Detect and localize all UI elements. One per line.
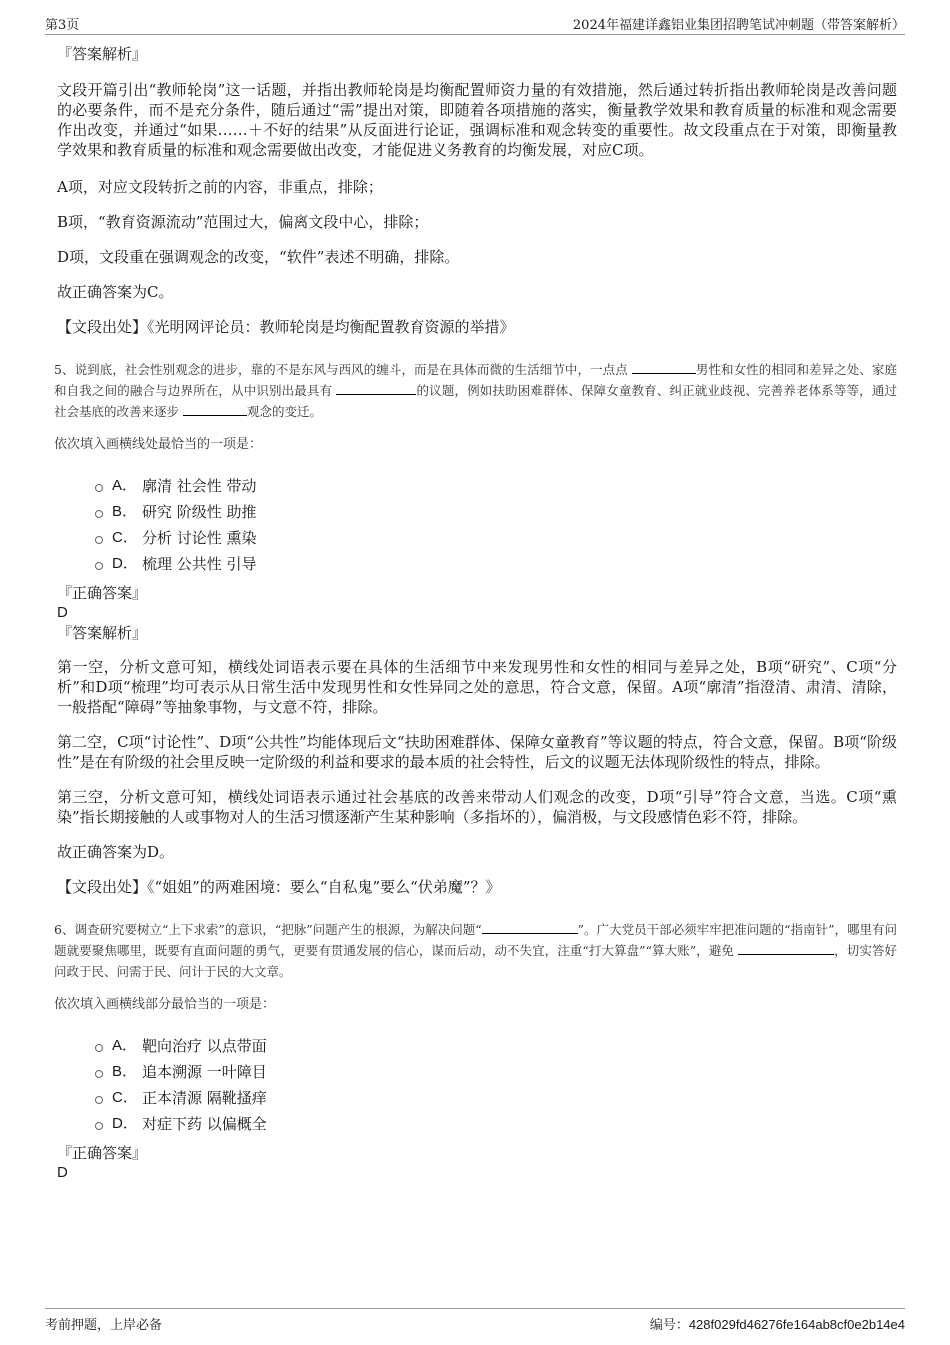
document-code [650,1314,905,1333]
option-text: 追本溯源 一叶障目 [142,1063,267,1081]
correct-answer-label: 『正确答案』 [57,1144,148,1162]
option-letter: A． [112,477,138,494]
option-text: 靶向治疗 以点带面 [142,1037,267,1055]
main-content [54,44,897,1183]
radio-button[interactable] [95,562,103,570]
page-footer [45,1308,905,1333]
option-c[interactable] [95,1085,897,1111]
option-b[interactable] [95,1059,897,1085]
document-title: 2024年福建详鑫铝业集团招聘笔试冲刺题（带答案解析） [572,18,905,33]
analysis-paragraph: 文段开篇引出“教师轮岗”这一话题，并指出教师轮岗是均衡配置师资力量的有效措施，然后通过转折指出教师轮岗是改善问题的必要条件，而不是充分条件，随后通过“需”提出对策，即随着各项措施的落实，衡量教学效果和教育质量的标准和观念需要作出改变，并通过“如果……＋不好的结果”从反面进行论证，强调标准和观念转变的重要性。故文段重点在于对策，即衡量教学效果和教育质量的标准和观念需要做出改变，才能促进义务教育的均衡发展，对应C项。 [57,81,897,159]
question-6 [54,919,897,1183]
fill-blank [183,403,247,416]
option-text: 梳理 公共性 引导 [142,555,257,573]
analysis-paragraph: 第一空，分析文意可知，横线处词语表示要在具体的生活细节中来发现男性和女性的相同与差异之处，B项“研究”、C项“分析”和D项“梳理”均可表示从日常生活中发现男性和女性异同之处的意思，符合文意，保留。A项“廓清”指澄清、肃清、清除，一般搭配“障碍”等抽象事物，与文意不符，排除。 [57,658,897,716]
code-value: 428f029fd46276fe164ab8cf0e2b14e4 [688,1317,905,1332]
analysis-paragraph: 故正确答案为C。 [57,283,174,301]
option-list [95,1033,897,1137]
option-b[interactable] [95,499,897,525]
radio-button[interactable] [95,1044,103,1052]
analysis-label: 『答案解析』 [57,45,148,63]
option-letter: D． [112,555,138,572]
page-number: 第3页 [45,18,80,33]
passage-source: 【文段出处】《光明网评论员：教师轮岗是均衡配置教育资源的举措》 [57,318,515,336]
question-stem: 5、说到底，社会性别观念的进步，靠的不是东风与西风的缠斗，而是在具体而微的生活细节中，一点点 男性和女性的相同和差异之处、家庭和自我之间的融合与边界所在，从中识别出最具有 的议题，例如扶助困难群体、保障女童教育、纠正就业歧视、完善养老体系等等，通过社会基底的改善来逐步 观念的变迁。 [54,362,897,419]
question-5 [54,359,897,897]
q4-analysis [57,44,897,337]
analysis-paragraph: 故正确答案为D。 [57,843,175,861]
option-d[interactable] [95,1111,897,1137]
question-instruction: 依次填入画横线部分最恰当的一项是： [54,997,276,1012]
analysis-label: 『答案解析』 [57,624,148,642]
radio-button[interactable] [95,536,103,544]
option-letter: B． [112,503,138,520]
correct-answer: D [57,1164,68,1181]
radio-button[interactable] [95,510,103,518]
option-text: 研究 阶级性 助推 [142,503,257,521]
option-text: 廓清 社会性 带动 [142,477,257,495]
radio-button[interactable] [95,484,103,492]
page-header [45,12,905,35]
option-letter: B． [112,1063,138,1080]
code-label: 编号： [649,1318,689,1333]
correct-answer-label: 『正确答案』 [57,584,148,602]
option-a[interactable] [95,473,897,499]
option-letter: D． [112,1115,138,1132]
analysis-paragraph: 第二空，C项“讨论性”、D项“公共性”均能体现后文“扶助困难群体、保障女童教育”等议题的特点，符合文意，保留。B项“阶级性”是在有阶级的社会里反映一定阶级的利益和要求的最本质的社会特性，后文的议题无法体现阶级性的特点，排除。 [57,733,897,771]
fill-blank [632,361,696,374]
analysis-paragraph: D项，文段重在强调观念的改变，“软件”表述不明确，排除。 [57,248,460,266]
option-letter: C． [112,529,138,546]
option-text: 正本清源 隔靴搔痒 [142,1089,267,1107]
analysis-paragraph: A项，对应文段转折之前的内容，非重点，排除； [57,178,383,196]
option-letter: C． [112,1089,138,1106]
correct-answer: D [57,604,68,621]
option-list [95,473,897,577]
fill-blank [482,921,578,934]
passage-source: 【文段出处】《“姐姐”的两难困境：要么“自私鬼”要么“伏弟魔”？》 [57,878,501,896]
option-text: 分析 讨论性 熏染 [142,529,257,547]
fill-blank [336,382,416,395]
analysis-paragraph: B项，“教育资源流动”范围过大，偏离文段中心，排除； [57,213,429,231]
option-d[interactable] [95,551,897,577]
radio-button[interactable] [95,1070,103,1078]
option-a[interactable] [95,1033,897,1059]
question-instruction: 依次填入画横线处最恰当的一项是： [54,437,263,452]
radio-button[interactable] [95,1122,103,1130]
question-stem: 6、调查研究要树立“上下求索”的意识，“把脉”问题产生的根源，为解决问题“ ”。广大党员干部必须牢牢把准问题的“指南针”，哪里有问题就要聚焦哪里，既要有直面问题的勇气，更要有贯通发展的信心，谋而后动，动不失宜，注重“打大算盘”“算大账”，避免 ，切实答好问政于民、问需于民、问计于民的大文章。 [54,922,897,979]
radio-button[interactable] [95,1096,103,1104]
fill-blank [738,942,834,955]
option-letter: A． [112,1037,138,1054]
analysis-paragraph: 第三空，分析文意可知，横线处词语表示通过社会基底的改善来带动人们观念的改变，D项“引导”符合文意，当选。C项“熏染”指长期接触的人或事物对人的生活习惯逐渐产生某种影响（多指坏的），偏消极，与文段感情色彩不符，排除。 [57,788,897,826]
option-text: 对症下药 以偏概全 [142,1115,267,1133]
footer-slogan: 考前押题，上岸必备 [45,1318,163,1333]
option-c[interactable] [95,525,897,551]
